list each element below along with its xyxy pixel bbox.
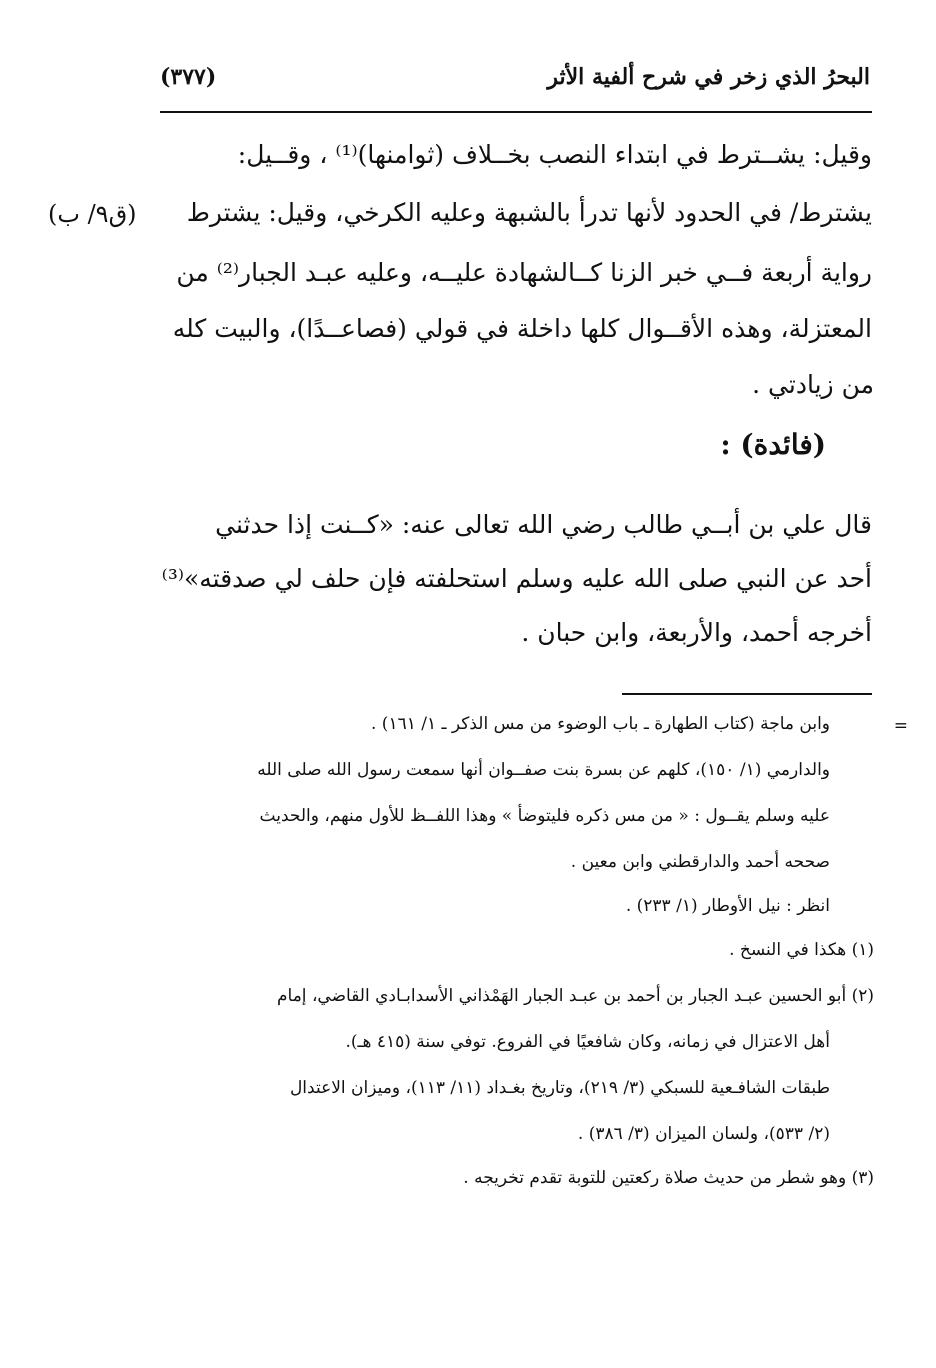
footnote-line-9: طبقات الشافـعية للسبكي (٣/ ٢١٩)، وتاريخ بغـداد (١١/ ١١٣)، وميزان الاعتدال [289, 1078, 830, 1098]
footnote-line-1: وابن ماجة (كتاب الطهارة ـ باب الوضوء من مس الذكر ـ ١/ ١٦١) . [370, 714, 830, 734]
body-line-8: أخرجه أحمد، والأربعة، وابن حبان . [521, 618, 872, 647]
body-line-1: وقيل: يشــترط في ابتداء النصب بخــلاف (ثوامنها)⁽¹⁾ ، وقــيل: [237, 140, 872, 169]
footnote-line-11: (٣) وهو شطر من حديث صلاة ركعتين للتوبة تقدم تخريجه . [463, 1168, 874, 1188]
body-line-7: أحد عن النبي صلى الله عليه وسلم استحلفته فإن حلف لي صدقته»⁽³⁾ [161, 564, 872, 593]
body-line-5: من زيادتي . [752, 370, 874, 399]
footnote-line-5: انظر : نيل الأوطار (١/ ٢٣٣) . [625, 896, 830, 916]
running-header-title: البحرُ الذي زخر في شرح ألفية الأثر [547, 64, 870, 90]
footnote-line-6: (١) هكذا في النسخ . [729, 940, 874, 960]
footnote-line-8: أهل الاعتزال في زمانه، وكان شافعيًا في الفروع. توفي سنة (٤١٥ هـ). [345, 1032, 830, 1052]
body-line-4: المعتزلة، وهذه الأقــوال كلها داخلة في قولي (فصاعــدًا)، والبيت كله [172, 314, 872, 343]
body-line-6: قال علي بن أبــي طالب رضي الله تعالى عنه: «كــنت إذا حدثني [215, 510, 872, 539]
footnote-line-7: (٢) أبو الحسين عبـد الجبار بن أحمد بن عبـد الجبار الهَمْذاني الأسدابـادي القاضي، إمام [277, 986, 874, 1006]
footnote-line-4: صححه أحمد والدارقطني وابن معين . [570, 852, 830, 872]
body-line-2: يشترط/ في الحدود لأنها تدرأ بالشبهة وعليه الكرخي، وقيل: يشترط [186, 198, 872, 227]
footnote-divider [622, 693, 872, 695]
footnote-line-10: (٢/ ٥٣٣)، ولسان الميزان (٣/ ٣٨٦) . [577, 1124, 830, 1144]
body-line-3: رواية أربعة فــي خبر الزنا كــالشهادة عليــه، وعليه عبـد الجبار⁽²⁾ من [176, 258, 872, 287]
footnote-line-3: عليه وسلم يقــول : « من مس ذكره فليتوضأ » وهذا اللفــظ للأول منهم، والحديث [259, 806, 830, 826]
footnote-line-2: والدارمي (١/ ١٥٠)، كلهم عن بسرة بنت صفــوان أنها سمعت رسول الله صلى الله [257, 760, 830, 780]
header-divider [160, 111, 872, 113]
page-number: (٣٧٧) [160, 64, 217, 90]
margin-folio-note: (ق٩/ ب) [48, 200, 137, 228]
section-heading: (فائدة) : [720, 428, 826, 461]
footnote-continuation-mark: = [893, 716, 908, 736]
